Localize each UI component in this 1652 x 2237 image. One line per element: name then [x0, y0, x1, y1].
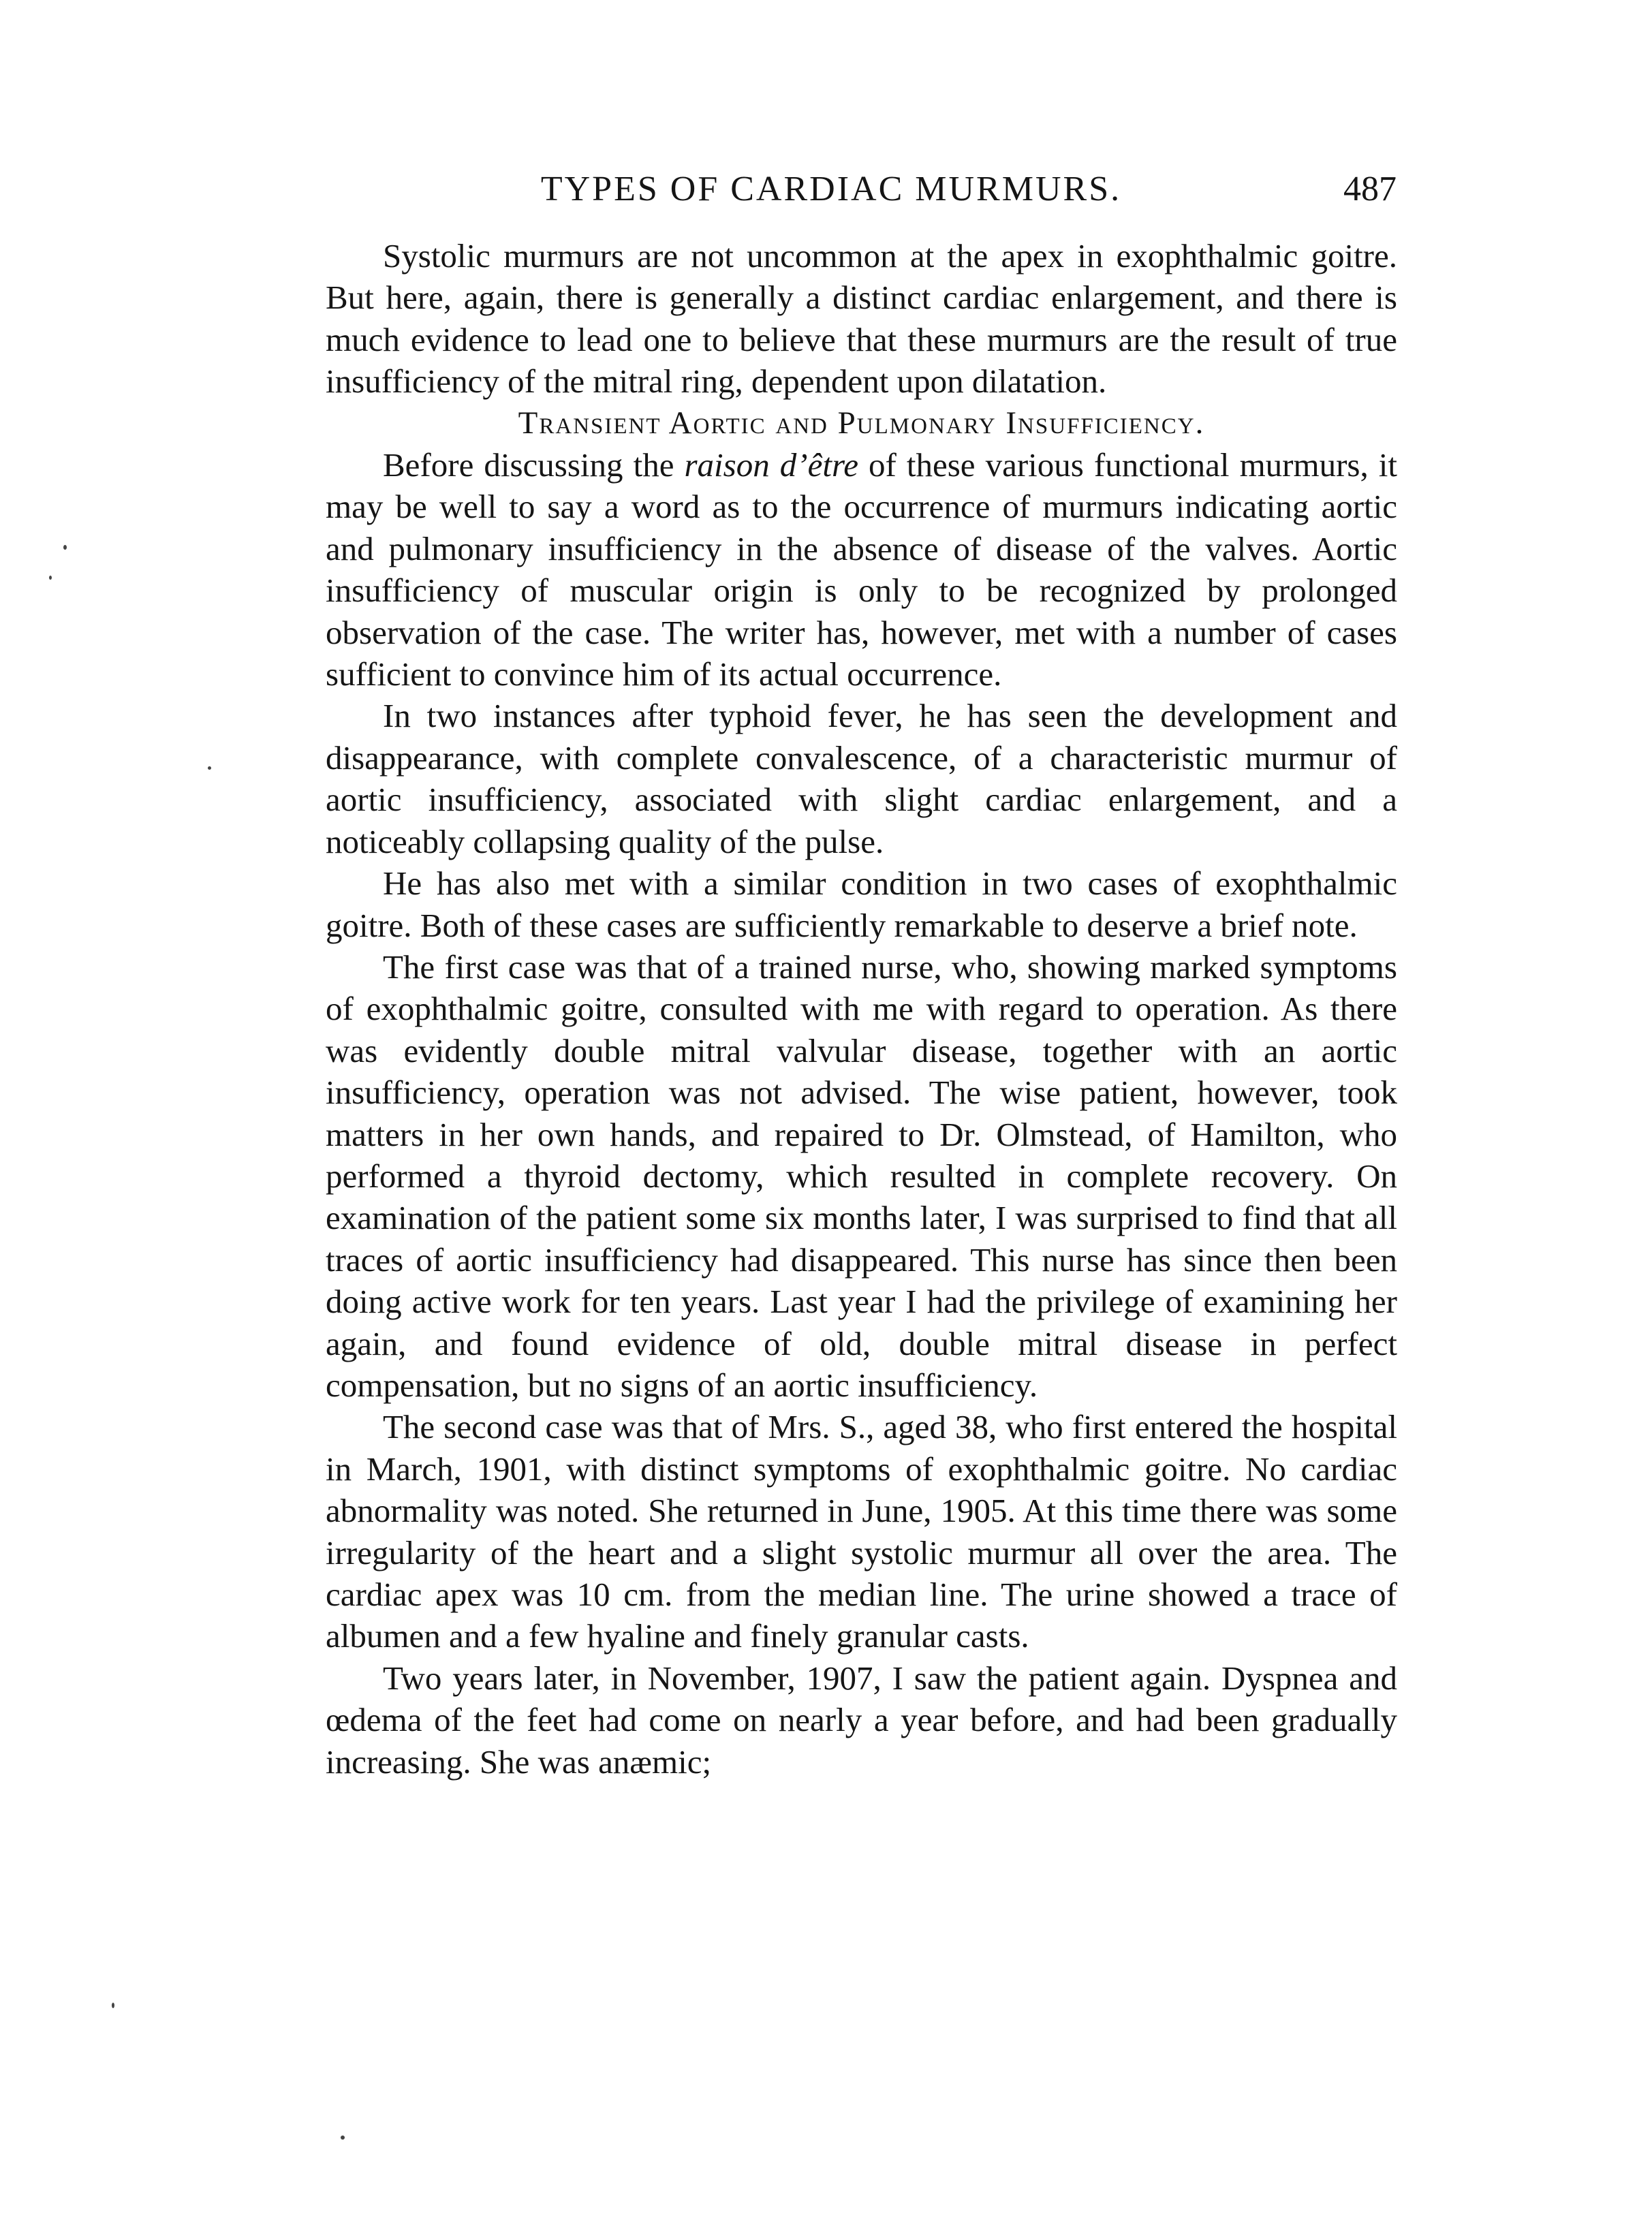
paragraph-6: The second case was that of Mrs. S., aged 38, who first entered the hospital in March, 1901, with distinct symptoms of exophthalmic goitre. No cardiac abnormality was noted. She returned in June, 1905. At this time there was some irregularity of the heart and a slight systolic murmur all over the area. The cardiac apex was 10 cm. from the median line. The urine showed a trace of albumen and a few hyaline and finely granular casts. [326, 1408, 1397, 1655]
paragraph-5: The first case was that of a trained nurse, who, showing marked symptoms of exophthalmic goitre, consulted with me with regard to operation. As there was evidently double mitral valvular disease, together with an aortic insufficiency, operation was not advised. The wise patient, however, took matters in her own hands, and repaired to Dr. Olmstead, of Hamilton, who performed a thyroid dectomy, which resulted in complete recovery. On examination of the patient some six months later, I was surprised to find that all traces of aortic insufficiency had disappeared. This nurse has since then been doing active work for ten years. Last year I had the privilege of examining her again, and found evidence of old, double mitral disease in perfect compensation, but no signs of an aortic insufficiency. [326, 948, 1397, 1404]
speck-mark [341, 2136, 345, 2140]
italic-phrase: raison d’être [684, 446, 858, 484]
speck-mark [49, 576, 52, 580]
paragraph-2-end: of these various functional murmurs, it may be well to say a word as to the occurrence of murmurs indicating aortic and pulmonary insufficiency in the absence of disease of the valves. Aortic insufficiency of muscular origin is only to be recognized by prolonged observation of the case. The writer has, however, met with a number of cases sufficient to convince him of its actual occurrence. [326, 446, 1398, 693]
paragraph-4: He has also met with a similar condition in two cases of exophthalmic goitre. Both of these cases are sufficiently remarkable to deserve a brief note. [326, 864, 1397, 944]
speck-mark [63, 545, 67, 550]
section-heading: Transient Aortic and Pulmonary Insufficiency. [518, 405, 1205, 441]
running-head [320, 162, 1397, 217]
page-number: 487 [1343, 170, 1397, 208]
paragraph-1: Systolic murmurs are not uncommon at the apex in exophthalmic goitre. But here, again, there is generally a distinct cardiac enlargement, and there is much evidence to lead one to believe that these murmurs are the result of true insufficiency of the mitral ring, dependent upon dilatation. [326, 237, 1397, 401]
paragraph-2-start: Before discussing the [383, 446, 685, 484]
body-text [326, 235, 1397, 1783]
running-title: TYPES OF CARDIAC MURMURS. [540, 170, 1122, 208]
speck-mark [112, 2003, 114, 2008]
speck-mark [208, 766, 211, 770]
paragraph-3: In two instances after typhoid fever, he has seen the development and disappearance, with complete convalescence, of a characteristic murmur of aortic insufficiency, associated with slight cardiac enlargement, and a noticeably collapsing quality of the pulse. [326, 697, 1397, 860]
paragraph-7: Two years later, in November, 1907, I saw the patient again. Dyspnea and œdema of the feet had come on nearly a year before, and had been gradually increasing. She was anæmic; [326, 1659, 1397, 1781]
paragraph-2 [326, 444, 1397, 695]
